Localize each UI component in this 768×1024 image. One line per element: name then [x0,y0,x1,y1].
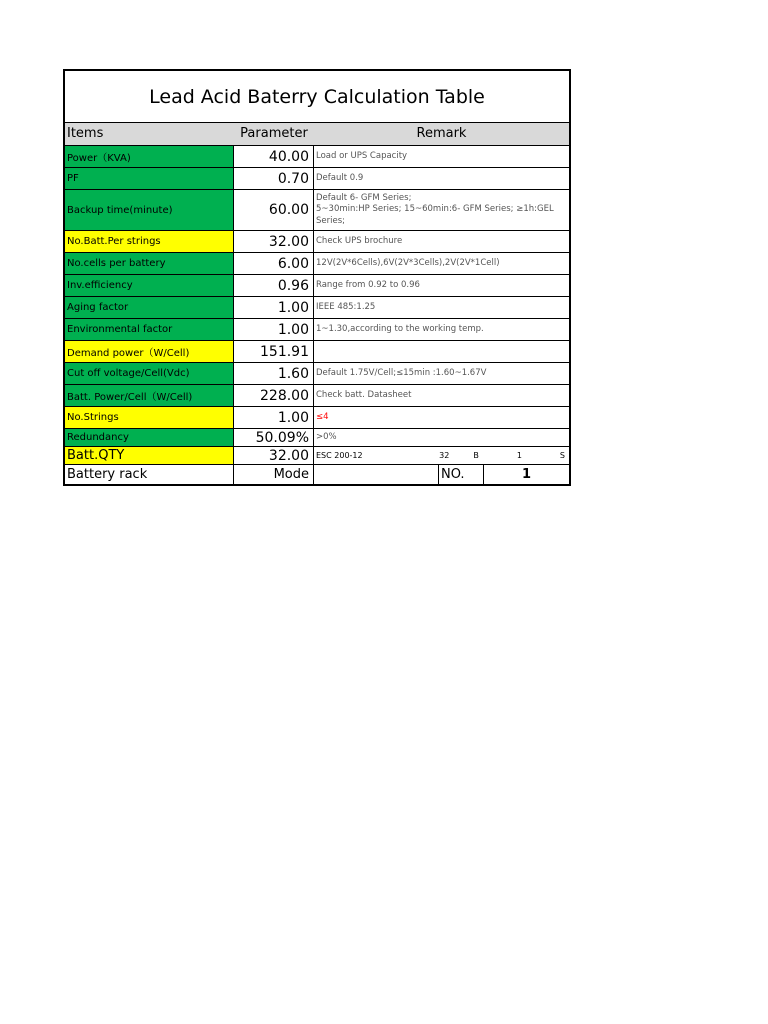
row-remark[interactable]: Check UPS brochure [316,235,403,246]
row-remark[interactable]: Range from 0.92 to 0.96 [316,279,420,290]
battery-rack-label[interactable]: Battery rack [65,465,234,484]
table-row [65,429,569,447]
rack-no-label: NO. [439,465,484,484]
row-parameter-value[interactable]: 32.00 [234,231,314,252]
battery-rack-mode[interactable]: Mode [234,465,314,484]
row-remark[interactable]: ≤4 [316,411,329,422]
batt-strings: 1 [516,450,522,460]
batt-qty-row [65,447,569,465]
row-item-label[interactable]: Cut off voltage/Cell(Vdc) [65,363,234,384]
table-row [65,146,569,168]
batt-unit: B [473,450,479,460]
table-row [65,319,569,341]
row-remark[interactable]: 1~1.30,according to the working temp. [316,323,484,334]
header-remark: Remark [416,126,467,141]
row-parameter-value[interactable]: 151.91 [234,341,314,362]
row-item-label[interactable]: No.cells per battery [65,253,234,274]
row-item-label[interactable]: Backup time(minute) [65,190,234,230]
row-remark[interactable] [314,341,569,362]
row-parameter-value[interactable]: 1.00 [234,407,314,428]
batt-qty-value[interactable]: 32.00 [234,447,314,464]
row-remark[interactable]: Default 1.75V/Cell;≤15min :1.60~1.67V [316,367,487,378]
row-item-label[interactable]: Batt. Power/Cell（W/Cell) [65,385,234,406]
batt-qty-remark[interactable] [314,447,569,464]
row-remark[interactable]: Load or UPS Capacity [316,150,408,161]
row-remark[interactable]: Check batt. Datasheet [316,389,412,400]
row-item-label[interactable]: Aging factor [65,297,234,318]
row-parameter-value[interactable]: 6.00 [234,253,314,274]
row-item-label[interactable]: Demand power（W/Cell) [65,341,234,362]
row-parameter-value[interactable]: 0.70 [234,168,314,189]
batt-model: ESC 200-12 [316,450,363,460]
row-item-label[interactable]: PF [65,168,234,189]
row-parameter-value[interactable]: 1.00 [234,319,314,340]
batt-strings-unit: S [559,450,565,460]
table-row [65,231,569,253]
row-parameter-value[interactable]: 40.00 [234,146,314,167]
row-remark[interactable]: 12V(2V*6Cells),6V(2V*3Cells),2V(2V*1Cell) [316,257,500,268]
table-row [65,407,569,429]
row-parameter-value[interactable]: 0.96 [234,275,314,296]
row-parameter-value[interactable]: 1.00 [234,297,314,318]
sheet-title: Lead Acid Baterry Calculation Table [65,71,569,123]
row-remark[interactable]: Default 0.9 [316,172,364,183]
header-row [65,123,569,146]
rack-no-value[interactable]: 1 [521,466,532,482]
rack-blank-cell[interactable] [314,465,439,484]
battery-rack-row [65,465,569,484]
batt-count: 32 [439,450,450,460]
row-remark[interactable]: Default 6- GFM Series; 5~30min:HP Series; 15~60min:6- GFM Series; ≥1h:GEL Series; [316,192,554,226]
row-remark[interactable]: >0% [316,431,337,442]
table-row [65,297,569,319]
table-row [65,253,569,275]
header-items: Items [67,126,104,141]
row-item-label[interactable]: No.Strings [65,407,234,428]
row-item-label[interactable]: Environmental factor [65,319,234,340]
row-parameter-value[interactable]: 60.00 [234,190,314,230]
row-item-label[interactable]: Redundancy [65,429,234,446]
row-remark[interactable]: IEEE 485:1.25 [316,301,376,312]
table-row [65,168,569,190]
row-item-label[interactable]: Inv.efficiency [65,275,234,296]
row-parameter-value[interactable]: 1.60 [234,363,314,384]
batt-qty-label[interactable]: Batt.QTY [65,447,234,464]
table-row [65,190,569,231]
calculation-sheet [63,69,571,486]
row-parameter-value[interactable]: 228.00 [234,385,314,406]
table-body [65,146,569,447]
row-item-label[interactable]: No.Batt.Per strings [65,231,234,252]
battery-rack-remark [314,465,569,484]
row-parameter-value[interactable]: 50.09% [234,429,314,446]
table-row [65,341,569,363]
row-item-label[interactable]: Power（KVA) [65,146,234,167]
header-parameter: Parameter [240,126,308,141]
table-row [65,385,569,407]
table-row [65,275,569,297]
table-row [65,363,569,385]
